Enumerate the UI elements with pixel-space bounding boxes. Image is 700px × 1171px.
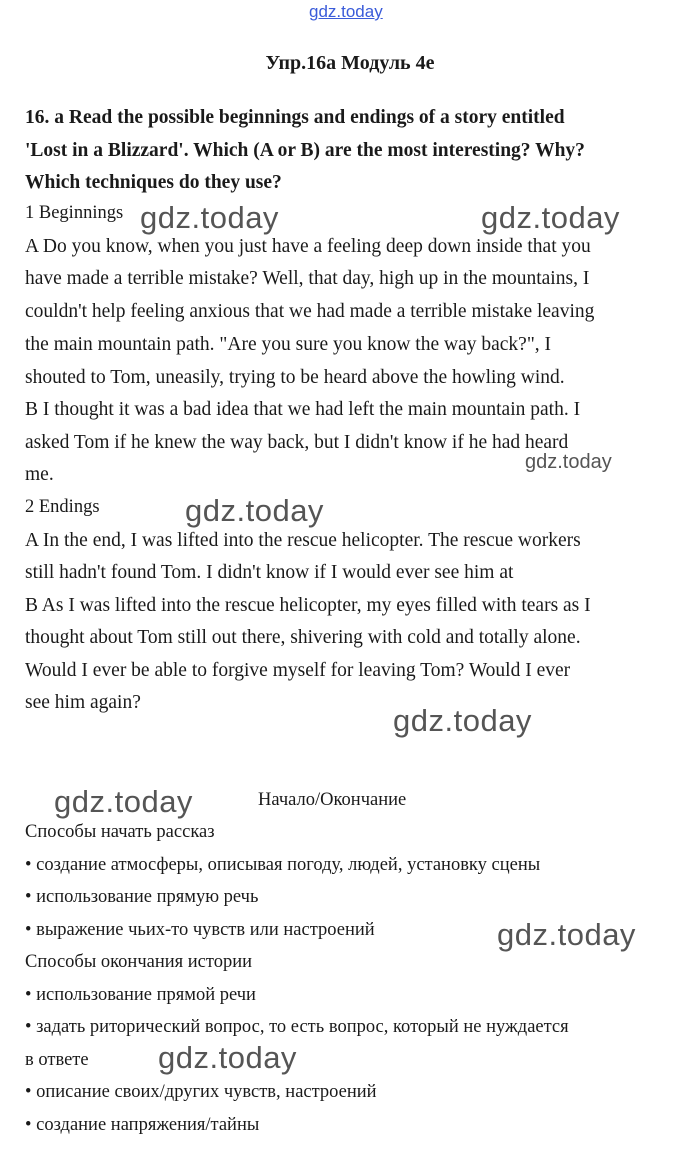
page-title: Упр.16а Модуль 4е [265,52,435,74]
watermark: gdz.today [140,200,279,235]
list-item: в ответе [25,1050,89,1070]
watermark: gdz.today [525,451,612,473]
list-item: • создание напряжения/тайны [25,1115,260,1135]
story-line: A In the end, I was lifted into the rescue helicopter. The rescue workers [25,530,581,551]
story-line: B I thought it was a bad idea that we had left the main mountain path. I [25,399,581,420]
story-line: couldn't help feeling anxious that we had made a terrible mistake leaving [25,301,595,322]
site-link[interactable]: gdz.today [309,2,383,21]
watermark: gdz.today [393,703,532,738]
start-heading: Способы начать рассказ [25,822,215,842]
beginnings-heading: 1 Beginnings [25,203,124,223]
watermark: gdz.today [185,493,324,528]
story-line: B As I was lifted into the rescue helicopter, my eyes filled with tears as I [25,595,591,616]
watermark: gdz.today [497,917,636,952]
answer-heading: Начало/Окончание [258,790,407,810]
task-line: Which techniques do they use? [25,172,282,193]
list-item: • использование прямую речь [25,887,259,907]
story-line: have made a terrible mistake? Well, that day, high up in the mountains, I [25,268,590,289]
watermark: gdz.today [54,784,193,819]
story-line: asked Tom if he knew the way back, but I didn't know if he had heard [25,432,569,453]
watermark: gdz.today [481,200,620,235]
end-heading: Способы окончания истории [25,952,253,972]
list-item: • выражение чьих-то чувств или настроений [25,920,375,940]
list-item: • описание своих/других чувств, настроений [25,1082,377,1102]
endings-heading: 2 Endings [25,497,100,517]
task-line: 16. a Read the possible beginnings and endings of a story entitled [25,107,565,128]
story-line: thought about Tom still out there, shivering with cold and totally alone. [25,627,581,648]
watermark: gdz.today [158,1040,297,1075]
story-line: still hadn't found Tom. I didn't know if I would ever see him at [25,562,514,583]
story-line: Would I ever be able to forgive myself for leaving Tom? Would I ever [25,660,571,681]
story-line: the main mountain path. "Are you sure you know the way back?", I [25,334,552,355]
task-line: 'Lost in a Blizzard'. Which (A or B) are the most interesting? Why? [25,140,585,161]
story-line: see him again? [25,692,141,713]
list-item: • использование прямой речи [25,985,256,1005]
list-item: • создание атмосферы, описывая погоду, людей, установку сцены [25,855,541,875]
list-item: • задать риторический вопрос, то есть вопрос, который не нуждается [25,1017,569,1037]
story-line: A Do you know, when you just have a feeling deep down inside that you [25,236,591,257]
story-line: shouted to Tom, uneasily, trying to be heard above the howling wind. [25,367,565,388]
story-line: me. [25,464,54,485]
